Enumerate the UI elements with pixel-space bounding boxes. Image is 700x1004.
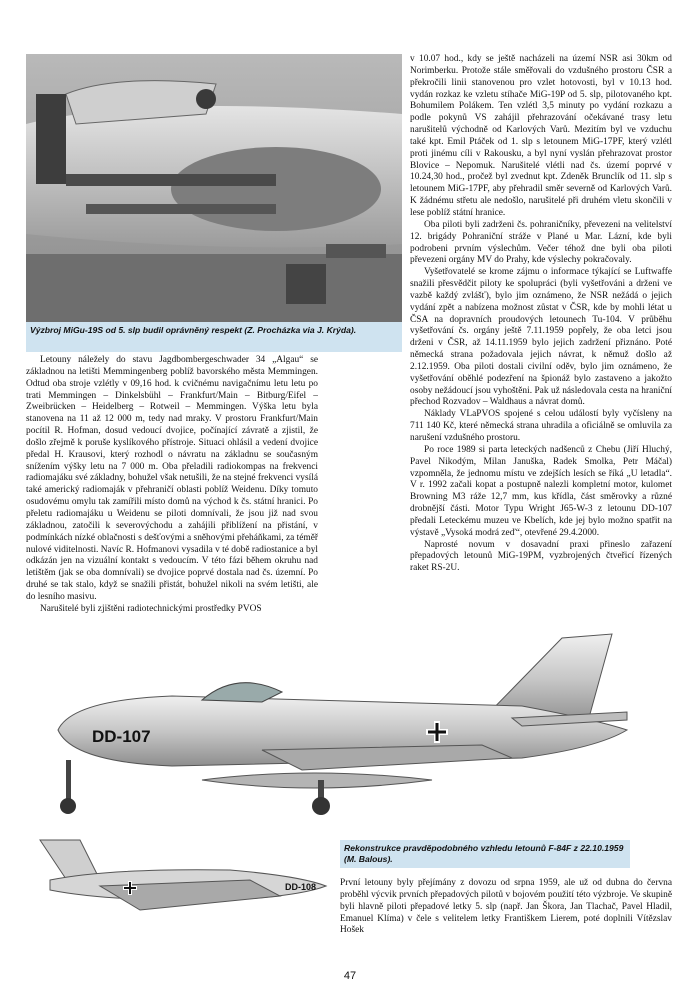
bottom-column — [340, 878, 672, 937]
aircraft-code-big: DD-107 — [92, 727, 151, 746]
paragraph: v 10.07 hod., kdy se ještě nacházeli na území NSR asi 30km od Norimberku. Protože stále směřovali do vzdušného prostoru ČSR a překročili linii stanovenou pro vzlet hotovosti, byl v 10.13 hod. vydán rozkaz ke vzletu stíhače MiG-19P od 5. slp, pilotovaného kpt. Bohumilem Polákem. Ten vzlétl 3,5 minuty po vydání rozkazu a podle pokynů VS zahájil přehrazování očekávané trasy letu narušitelů východně od Karlových Varů. Mezitím byl ve vzduchu také kpt. Emil Ptáček od 1. slp s letounem MiG-17PF, který vzlétl proti jinému cíli v Rakousku, a byl nyní vyslán přehrazovat prostor Blovice – Nepomuk. Narušitelé vlétli nad čs. území poprvé v 10.24,30 hod., pročež byl zvednut kpt. Zdeněk Brunclík od 11. slp s letounem MiG-17PF, aby přehradil směr severně od Karlových Varů. K žádnému střetu ale nedošlo, narušitelé při druhém vletu skončili v lese poblíž státní hranice. — [410, 54, 672, 218]
mig19-photo — [26, 54, 402, 322]
paragraph: Po roce 1989 si parta leteckých nadšenců z Chebu (Jiří Hluchý, Pavel Nikodým, Milan Januška, Radek Smolka, Petr Máčal) vzpomněla, že jednomu místu ve zdejších lesích se říká „U letadla“. V r. 1992 začali kopat a postupně nalezli kompletní motor, kulomet Browning M3 ráže 12,7 mm, kus křídla, část směrovky a různé drobnější části. Motor Typu Wright J65-W-3 z letounu DD-107 předali Leteckému muzeu ve Kbelích, kde jej bylo možno spatřit na výstavě „Vysoká modrá zeď“, otevřené 29.4.2000. — [410, 444, 672, 538]
photo-caption: Výzbroj MiGu-19S od 5. slp budil oprávněný respekt (Z. Procházka via J. Krýda). — [26, 322, 402, 352]
left-column — [26, 355, 318, 616]
page-number: 47 — [343, 970, 357, 982]
paragraph: První letouny byly přejímány z dovozu od srpna 1959, ale už od dubna do června proběhl výcvik prvních přepadových pilotů v bojovém použití této výzbroje. Ve skupině byli hlavně piloti přepadové letky 5. slp (např. Jan Škora, Jan Tlachač, Pavel Hladil, Emanuel Klíma) v čele s velitelem letky Františkem Lierem, poté doplnili Vítězslav Hošek — [340, 878, 672, 936]
paragraph: Narušitelé byli zjištěni radiotechnickými prostředky PVOS — [40, 603, 262, 614]
aircraft-code-small: DD-108 — [285, 882, 317, 892]
paragraph: Letouny náležely do stavu Jagdbombergeschwader 34 „Algau“ se základnou na letišti Memmingenberg poblíž bavorského města Memmingen. Odtud oba stroje vzlétly v 09,16 hod. k cvičnému navigačnímu letu letu po trati Memmingen – Dinkelsbühl – Frankfurt/Main – Bitburg/Eifel – Zweibrücken – Heidelberg – Rotweil – Memmingen. Výška letu byla stanovena na 11 až 12 000 m, tedy nad mraky. V prostoru Frankfurt/Main pocítil R. Hofman, dosud vedoucí dvojice, počínající závratě a zjistil, že došlo zřejmě k poruše kyslíkového přístroje. Situaci ohlásil a vedení dvojice předal H. Krausovi, který rozhodl o návratu na základnu se současným snížením výšky letu na 7 000 m. Oba přeladili radiokompas na frekvenci radiomajáku své základny, bohužel však netušili, že na stejné frekvenci vysílá také americký radiomaják v přehraničí oblasti poblíž Weidenu. Díky tomuto osudovému omylu tak zamířili místo domů na východ k čs. státní hranici. Po přeletu radiomajáku u Weidenu se piloti domnívali, že jsou již nad svou základnou, zatočili k severovýchodu a zahájili přiblížení na přistání, v podmínkách nízké oblačnosti s dešťovými a sněhovými přeháňkami, za téměř nulové viditelnosti. Navíc R. Hofmanovi vysadila v té době radiostanice a byl odkázán jen na vizuální kontakt s vedoucím. V této fázi během okruhu nad letištěm (jak se oba domnívali) se dvojice poprvé dostala nad čs. územní. Po druhé se tak stalo, když se snažili přistát, bohužel nikoli na svém letišti, ale do lesního masivu. — [26, 355, 318, 602]
drawing-caption: Rekonstrukce pravděpodobného vzhledu letounů F-84F z 22.10.1959 (M. Balous). — [340, 840, 630, 868]
paragraph: Vyšetřovatelé se krome zájmu o informace týkající se Luftwaffe snažili přesvědčit piloty ke spolupráci (byli vyšetřováni a drženi ve vazbě každý zvlášť), bylo jim oznámeno, že NSR nežádá o jejich vydání zpět a nabízena možnost zůstat v ČSR, kde by mohli létat u ČSA na dopravních proudových letounech Tu-104. V průběhu vyšetřování čs. orgány ještě 7.11.1959 popřely, že oba letci jsou drženi v ČSR, až 14.11.1959 bylo jejich zadržení přiznáno. Poté německá strana požadovala jejich návrat, k němuž došlo až 2.12.1959. Oba piloti dostali civilní oděv, bylo jim oznámeno, že vyšetřování oběhlé podezření na špionáž bylo zastaveno a jakožto osoby nežádoucí jsou vyhoštěni. Pak už následovala cesta na hraniční přechod Rozvadov – Waldhaus a návrat domů. — [410, 267, 672, 408]
f84f-side-drawing — [52, 630, 632, 818]
right-column — [410, 54, 672, 575]
paragraph: Náklady VLaPVOS spojené s celou událostí byly vyčísleny na 711 140 Kč, které německá strana uhradila a oficiálně se omluvila za narušení vzdušného prostoru. — [410, 409, 672, 443]
paragraph: Oba piloti byli zadrženi čs. pohraničníky, převezeni na velitelství 12. brigády Pohraniční stráže v Plané u Mar. Lázní, kde byli podrobeni prvním výslechům. Večer téhož dne byli oba piloti převezeni orgány MV do Prahy, kde výslechy pokračovaly. — [410, 219, 672, 266]
f84f-small-drawing — [30, 830, 330, 930]
paragraph: Naprosté novum v dosavadní praxi přineslo zařazení přepadových letounů MiG-19PM, vyzbrojených čtveřicí řízených raket RS-2U. — [410, 539, 672, 574]
